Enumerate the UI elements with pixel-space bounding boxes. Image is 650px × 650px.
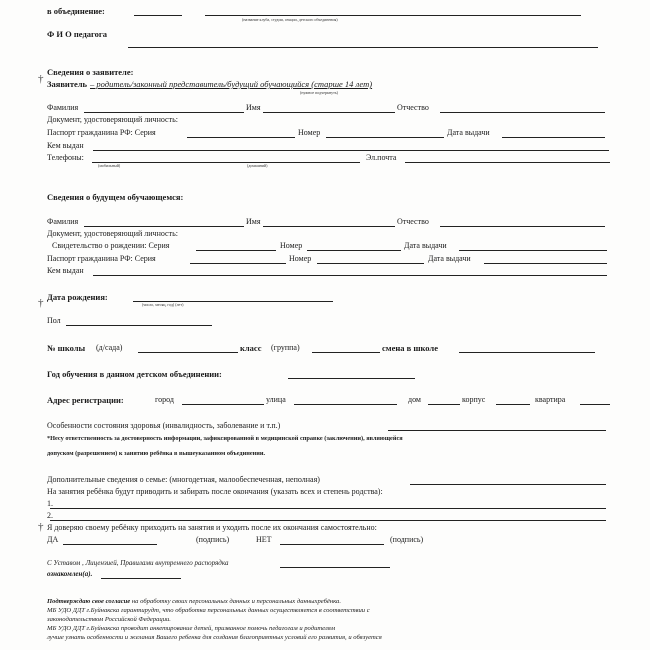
- pickup-label: На занятия ребёнка будут приводить и забирать после окончания (указать всех и степень родства):: [47, 487, 383, 496]
- trust-no-sign-hint: (подпись): [390, 535, 424, 544]
- birth-cert-label: Свидетельство о рождении: Серия: [52, 241, 170, 250]
- margin-mark: †: [38, 297, 44, 309]
- student-surname-line[interactable]: [84, 226, 244, 227]
- trust-no-label: НЕТ: [256, 535, 272, 544]
- survey-line-1: МБ УДО ДДТ г.Буйнакска проводит анкетирование детей, призванное помочь педагогам и родителям: [47, 625, 336, 632]
- margin-mark: †: [38, 521, 44, 533]
- applicant-surname-line[interactable]: [84, 112, 244, 113]
- responsibility-note-2: допуском (разрешением) к занятию ребёнка в вышеуказанном объединении.: [47, 450, 266, 457]
- applicant-name-label: Имя: [246, 103, 261, 112]
- applicant-issue-date-line[interactable]: [502, 137, 605, 138]
- trust-yes-label: ДА: [47, 535, 59, 544]
- address-city-line[interactable]: [182, 404, 264, 405]
- student-passport-date-line[interactable]: [484, 263, 607, 264]
- guarantee-line-2: законодательством Российской Федерации.: [47, 616, 171, 623]
- shift-line[interactable]: [459, 352, 595, 353]
- student-passport-date-label: Дата выдачи: [428, 254, 471, 263]
- applicant-issued-by-label: Кем выдан: [47, 141, 84, 150]
- trust-label: Я доверяю своему ребёнку приходить на занятия и уходить после их окончания самостоятельно:: [47, 523, 377, 532]
- consent-bold: Подтверждаю свое согласие: [47, 598, 131, 605]
- applicant-name-line[interactable]: [263, 112, 395, 113]
- student-id-doc: Документ, удостоверяющий личность:: [47, 229, 178, 238]
- pickup-item-1: 1.: [47, 499, 53, 508]
- applicant-surname-label: Фамилия: [47, 103, 79, 112]
- address-flat-line[interactable]: [580, 404, 610, 405]
- birth-cert-date-label: Дата выдачи: [404, 241, 447, 250]
- birth-date-label: Дата рождения:: [47, 292, 108, 302]
- student-title: Сведения о будущем обучающемся:: [47, 192, 184, 202]
- applicant-issued-by-line[interactable]: [93, 150, 609, 151]
- study-year-line[interactable]: [288, 378, 415, 379]
- applicant-patronymic-label: Отчество: [397, 103, 429, 112]
- applicant-id-doc: Документ, удостоверяющий личность:: [47, 115, 178, 124]
- applicant-email-line[interactable]: [405, 162, 610, 163]
- address-house-line[interactable]: [428, 404, 460, 405]
- address-flat-label: квартира: [535, 395, 566, 404]
- applicant-role-label: Заявитель: [47, 79, 88, 89]
- trust-yes-sign-hint: (подпись): [196, 535, 230, 544]
- consent-rest: на обработку своих персональных данных и персональных данныхребёнка.: [130, 598, 341, 605]
- school-label: № школы: [47, 343, 86, 353]
- birth-cert-number-label: Номер: [280, 241, 303, 250]
- address-label: Адрес регистрации:: [47, 395, 124, 405]
- association-hint: (название клуба, студии, секции, детского объединения): [242, 17, 338, 22]
- student-passport-number-label: Номер: [289, 254, 312, 263]
- address-house-label: дом: [408, 395, 421, 404]
- acquainted-line[interactable]: [101, 578, 181, 579]
- trust-no-line[interactable]: [280, 544, 384, 545]
- survey-line-2: лучше узнать особенности и желания Вашего ребенка для создания благоприятных условий его развития, и обязуется: [47, 634, 382, 641]
- grade-line[interactable]: [312, 352, 380, 353]
- student-passport-number-line[interactable]: [317, 263, 424, 264]
- applicant-passport-label: Паспорт гражданина РФ: Серия: [47, 128, 156, 137]
- trust-yes-line[interactable]: [63, 544, 157, 545]
- sex-label: Пол: [47, 316, 61, 325]
- family-extra-line[interactable]: [410, 484, 606, 485]
- charter-signature-line[interactable]: [280, 567, 390, 568]
- birth-cert-date-line[interactable]: [459, 250, 607, 251]
- address-building-line[interactable]: [496, 404, 530, 405]
- applicant-number-line[interactable]: [326, 137, 444, 138]
- applicant-patronymic-line[interactable]: [440, 112, 605, 113]
- study-year-label: Год обучения в данном детском объединении:: [47, 369, 222, 379]
- phone-home-hint: (домашний): [247, 163, 268, 168]
- applicant-number-label: Номер: [298, 128, 321, 137]
- teacher-line[interactable]: [128, 47, 598, 48]
- health-line[interactable]: [388, 430, 606, 431]
- applicant-title: Сведения о заявителе:: [47, 67, 134, 77]
- applicant-phones-label: Телефоны:: [47, 153, 84, 162]
- birth-cert-series-line[interactable]: [196, 250, 276, 251]
- student-issued-by-line[interactable]: [93, 275, 607, 276]
- address-street-line[interactable]: [294, 404, 397, 405]
- phone-mobile-hint: (мобильный): [98, 163, 121, 168]
- family-extra-label: Дополнительные сведения о семье: (многодетная, малообеспеченная, неполная): [47, 475, 320, 484]
- birth-date-hint: (число, месяц, год) (лет): [142, 302, 184, 307]
- student-patronymic-line[interactable]: [440, 226, 605, 227]
- pickup-line-1[interactable]: [50, 508, 606, 509]
- student-surname-label: Фамилия: [47, 217, 79, 226]
- student-name-label: Имя: [246, 217, 261, 226]
- student-name-line[interactable]: [263, 226, 395, 227]
- grade-label: класс: [240, 343, 262, 353]
- student-issued-by-label: Кем выдан: [47, 266, 84, 275]
- address-city-label: город: [155, 395, 174, 404]
- sex-line[interactable]: [66, 325, 212, 326]
- pickup-line-2[interactable]: [50, 520, 606, 521]
- applicant-issue-date-label: Дата выдачи: [447, 128, 490, 137]
- pickup-item-2: 2.: [47, 511, 53, 520]
- student-patronymic-label: Отчество: [397, 217, 429, 226]
- applicant-phones-line[interactable]: [92, 162, 360, 163]
- acquainted-label: ознакомлен(а).: [47, 570, 93, 578]
- applicant-role-value[interactable]: – родитель/законный представитель/будущий обучающийся (старше 14 лет): [90, 79, 373, 89]
- responsibility-note-1: *Несу ответственность за достоверность информации, зафиксированной в медицинской справке (заключении), являющейся: [47, 435, 403, 442]
- applicant-email-label: Эл.почта: [366, 153, 397, 162]
- school-line[interactable]: [138, 352, 238, 353]
- charter-line: С Уставом , Лицензией, Правилами внутреннего распорядка: [47, 559, 229, 567]
- student-passport-series-line[interactable]: [190, 263, 286, 264]
- address-building-label: корпус: [462, 395, 486, 404]
- student-passport-label: Паспорт гражданина РФ: Серия: [47, 254, 156, 263]
- school-hint: (д/сада): [96, 343, 123, 352]
- address-street-label: улица: [266, 395, 286, 404]
- association-label: в объединение:: [47, 6, 105, 16]
- shift-label: смена в школе: [382, 343, 438, 353]
- grade-hint: (группа): [271, 343, 300, 352]
- birth-cert-number-line[interactable]: [307, 250, 401, 251]
- association-line-b[interactable]: [205, 15, 581, 16]
- association-line-a[interactable]: [134, 15, 182, 16]
- health-label: Особенности состояния здоровья (инвалидность, заболевание и т.п.): [47, 421, 281, 430]
- applicant-series-line[interactable]: [187, 137, 295, 138]
- consent-line: [47, 599, 341, 606]
- applicant-role-hint: (нужное подчеркнуть): [300, 90, 338, 95]
- teacher-label: Ф И О педагога: [47, 29, 108, 39]
- guarantee-line-1: МБ УДО ДДТ г.Буйнакска гарантирудт, что обработка персональных данных осуществляется в соответствии с: [47, 607, 370, 614]
- margin-mark: †: [38, 73, 44, 85]
